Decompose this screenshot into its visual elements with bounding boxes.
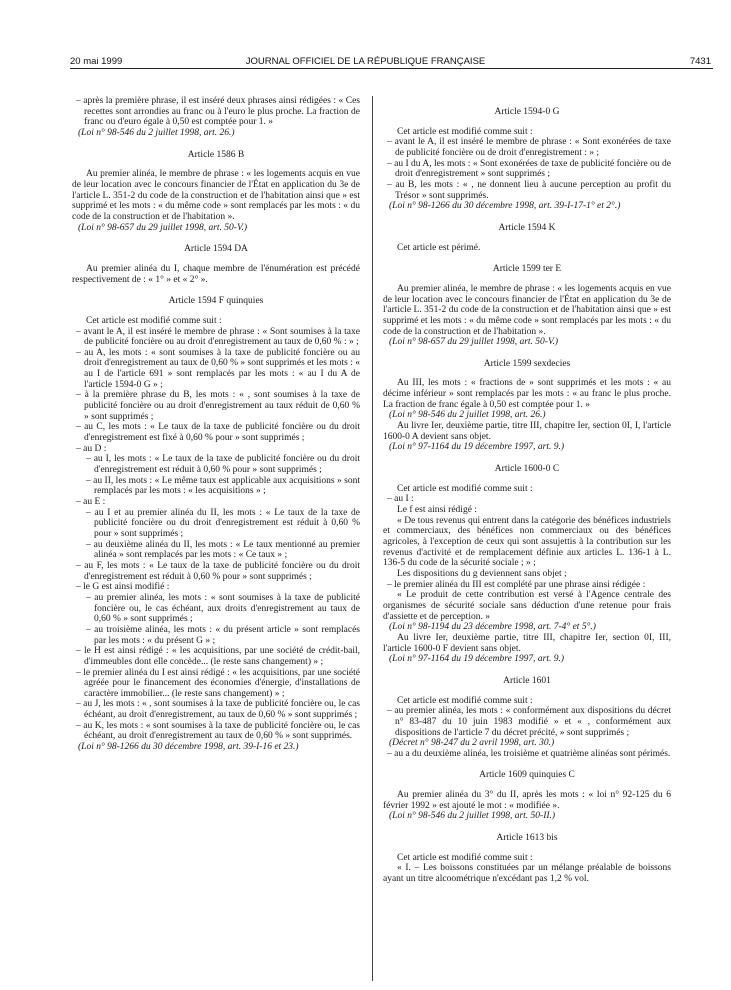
legal-citation: (Décret n° 98-247 du 2 avril 1998, art. 30.) (389, 738, 555, 749)
legal-citation: (Loi n° 98-546 du 2 juillet 1998, art. 26.) (78, 127, 235, 138)
article-heading: Article 1586 B (187, 149, 245, 160)
column-divider (372, 96, 373, 981)
legal-citation: (Loi n° 98-546 du 2 juillet 1998, art. 50-II.) (389, 811, 556, 822)
list-item: – avant le A, il est inséré le membre de phrase : « Sont exonérées de taxe de publicité foncière ou de droit d'enregistrement : » ; (387, 137, 671, 158)
list-item: – le H est ainsi rédigé : « les acquisitions, par une société de crédit-bail, d'immeubles dont elle concède... (le reste sans changement) » ; (76, 646, 360, 667)
article-heading: Article 1609 quinquies C (479, 770, 575, 781)
sub-list-item: – au deuxième alinéa du II, les mots : « Le taux mentionné au premier alinéa » sont remplacés par les mots : « Ce taux » ; (86, 539, 360, 561)
article-heading: Article 1599 sexdecies (483, 358, 571, 369)
paragraph: Au premier alinéa, le membre de phrase : « les logements acquis en vue de leur location avec le concours financier de l'État en application du 3e de l'article L. 351-2 du code de la construction et de l'habitation ainsi que » est supprimé et les mots : « du même code » sont remplacés par les mots : « du code de la construction et de l'habitation ». (72, 169, 360, 222)
paragraph: Au III, les mots : « fractions de » sont supprimés et les mots : « au décime inférieur » sont remplacés par les mots : « au franc le plus proche. La fraction de franc égale à 0,50 est comptée pour 1. » (383, 378, 671, 410)
sub-list-item: – au I, les mots : « Le taux de la taxe de publicité foncière ou du droit d'enregistrement est réduit à 0,60 % pour » sont supprimés ; (86, 454, 360, 476)
header-journal-title: JOURNAL OFFICIEL DE LA RÉPUBLIQUE FRANÇAISE (245, 56, 486, 67)
page-header (0, 0, 731, 70)
header-date: 20 mai 1999 (70, 56, 123, 67)
left-column (72, 96, 360, 753)
article-heading: Article 1594-0 G (494, 107, 560, 117)
paragraph: Au premier alinéa du 3° du II, après les mots : « loi n° 92-125 du 6 février 1992 » est ajouté le mot : « modifiée ». (383, 790, 671, 811)
list-item: – au A, les mots : « sont soumises à la taxe de publicité foncière ou au droit d'enregistrement au taux de 0,60 % » sont supprimés et les mots : « au I de l'article 691 » sont remplacés par les mots : « au I du A de l'article 1594-0 G » ; (76, 347, 360, 390)
sub-list-item: – au premier alinéa, les mots : « sont soumises à la taxe de publicité foncière ou, le cas échéant, aux droits d'enregistrement au taux de 0,60 % » sont supprimés ; (86, 592, 360, 625)
list-item: – au D : (76, 443, 107, 454)
article-heading: Article 1600-0 C (494, 464, 560, 475)
list-item: – au I du A, les mots : « Sont exonérées de taxe de publicité foncière ou de droit d'enregistrement » sont supprimés ; (387, 158, 671, 180)
list-item: – au K, les mots : « sont soumises à la taxe de publicité foncière ou, le cas échéant, au droit d'enregistrement au taux de 0,60 % » sont supprimés. (76, 720, 360, 742)
paragraph: Cet article est modifié comme suit : (86, 315, 222, 326)
article-heading: Article 1599 ter E (492, 264, 562, 275)
list-item: – le premier alinéa du III est complété par une phrase ainsi rédigée : (387, 579, 646, 590)
legal-citation: (Loi n° 98-1266 du 30 décembre 1998, art. 39-I-17-1° et 2°.) (389, 201, 621, 212)
paragraph: « Le produit de cette contribution est versé à l'Agence centrale des organismes de sécurité sociale sans déduction d'une retenue pour frais d'assiette et de perception. » (383, 590, 671, 622)
paragraph: Au livre Ier, deuxième partie, titre III, chapitre Ier, section 0I, I, l'article 1600-0 A devient sans objet. (383, 421, 671, 442)
legal-citation: (Loi n° 98-657 du 29 juillet 1998, art. 50-V.) (78, 222, 248, 233)
list-item: – le G est ainsi modifié : (76, 582, 170, 593)
paragraph: Cet article est modifié comme suit : (397, 852, 533, 863)
legal-citation: (Loi n° 97-1164 du 19 décembre 1997, art. 9.) (389, 654, 565, 665)
list-item: – avant le A, il est inséré le membre de phrase : « Sont soumises à la taxe de publicité foncière ou au droit d'enregistrement au taux de 0,60 % : » ; (76, 326, 360, 348)
paragraph: « I. – Les boissons constituées par un mélange préalable de boissons ayant un titre alcoométrique n'excédant pas 1,2 % vol. (383, 863, 671, 885)
article-heading: Article 1594 F quinquies (168, 296, 264, 307)
list-item: – au I : (387, 494, 414, 505)
list-item: – le premier alinéa du I est ainsi rédigé : « les acquisitions, par une société agréée pour le financement des économies d'énergie, d'installations de caractère immobilier... (le reste sans changement) » ; (76, 667, 360, 699)
list-item: – au a du deuxième alinéa, les troisième et quatrième alinéas sont périmés. (387, 748, 671, 759)
legal-citation: (Loi n° 98-1266 du 30 décembre 1998, art. 39-I-16 et 23.) (78, 742, 299, 753)
paragraph: « De tous revenus qui entrent dans la catégorie des bénéfices industriels et commerciaux, des bénéfices non commerciaux ou des bénéfices agricoles, à l'exception de ceux qui sont assujettis à la contribution sur les revenus d'activité et de remplacement définie aux articles L. 136-1 à L. 136-5 du code de la sécurité sociale ; » ; (383, 515, 671, 569)
paragraph: Cet article est modifié comme suit : (397, 126, 533, 137)
paragraph: Cet article est périmé. (397, 242, 481, 253)
paragraph: Cet article est modifié comme suit : (397, 483, 533, 494)
paragraph: Au livre Ier, deuxième partie, titre III, chapitre Ier, section 0I, III, l'article 1600-0 F devient sans objet. (383, 632, 671, 654)
article-heading: Article 1601 (503, 675, 551, 686)
list-item: – à la première phrase du B, les mots : « , sont soumises à la taxe de publicité foncière ou au droit d'enregistrement au taux réduit de 0,60 % » sont supprimés ; (76, 390, 360, 422)
paragraph: Les dispositions du g deviennent sans objet ; (397, 568, 567, 579)
legal-citation: (Loi n° 97-1164 du 19 décembre 1997, art. 9.) (389, 442, 565, 453)
paragraph: Cet article est modifié comme suit : (397, 695, 533, 706)
paragraph: Au premier alinéa du I, chaque membre de l'énumération est précédé respectivement de : « 1° » et « 2° ». (72, 263, 360, 285)
list-item: – au C, les mots : « Le taux de la taxe de publicité foncière ou du droit d'enregistrement est fixé à 0,60 % pour » sont supprimés ; (76, 422, 360, 444)
sub-list-item: – au troisième alinéa, les mots : « du présent article » sont remplacés par les mots : « du présent G » ; (86, 624, 360, 646)
header-rule (70, 68, 713, 69)
article-heading: Article 1594 DA (184, 244, 248, 255)
list-item: – au J, les mots : « , sont soumises à la taxe de publicité foncière ou, le cas échéant, au droit d'enregistrement, au taux de 0,60 % » sont supprimés ; (76, 699, 360, 721)
list-item: – au F, les mots : « Le taux de la taxe de publicité foncière ou du droit d'enregistrement est réduit à 0,60 % pour » sont supprimés ; (76, 560, 360, 582)
sub-list-item: – au I et au premier alinéa du II, les mots : « Le taux de la taxe de publicité foncière ou du droit d'enregistrement est réduit à 0,60 % pour » sont supprimés ; (86, 507, 360, 539)
list-item: – au B, les mots : « , ne donnent lieu à aucune perception au profit du Trésor » sont supprimés. (387, 179, 671, 201)
article-heading: Article 1594 K (498, 222, 556, 233)
list-item: – au premier alinéa, les mots : « conformément aux dispositions du décret n° 83-487 du 10 juin 1983 modifié » et « , conformément aux dispositions de l'article 7 du décret précité, » sont supprimés ; (387, 706, 671, 738)
paragraph: Au premier alinéa, le membre de phrase : « les logements acquis en vue de leur location avec le concours financier de l'État en application du 3e de l'article L. 351-2 du code de la construction et de l'habitation ainsi que » est supprimé et les mots : « du même code » sont remplacés par les mots : « du code de la construction et de l'habitation ». (383, 283, 671, 337)
legal-citation: (Loi n° 98-657 du 29 juillet 1998, art. 50-V.) (389, 337, 559, 348)
legal-citation: (Loi n° 98-1194 du 23 décembre 1998, art. 7-4° et 5°.) (389, 622, 596, 633)
paragraph: Le f est ainsi rédigé : (397, 505, 477, 516)
sub-list-item: – au II, les mots : « Le même taux est applicable aux acquisitions » sont remplacés par les mots : « les acquisitions » ; (86, 475, 360, 497)
list-item: – au E : (76, 497, 106, 507)
legal-citation: (Loi n° 98-546 du 2 juillet 1998, art. 26.) (389, 410, 546, 421)
right-column (383, 96, 671, 885)
list-item: – après la première phrase, il est inséré deux phrases ainsi rédigées : « Ces recettes sont arrondies au franc ou à l'euro le plus proche. La fraction de franc ou d'euro égale à 0,50 est comptée pour 1. » (76, 96, 360, 128)
article-heading: Article 1613 bis (496, 833, 558, 844)
header-page-number: 7431 (689, 56, 711, 67)
